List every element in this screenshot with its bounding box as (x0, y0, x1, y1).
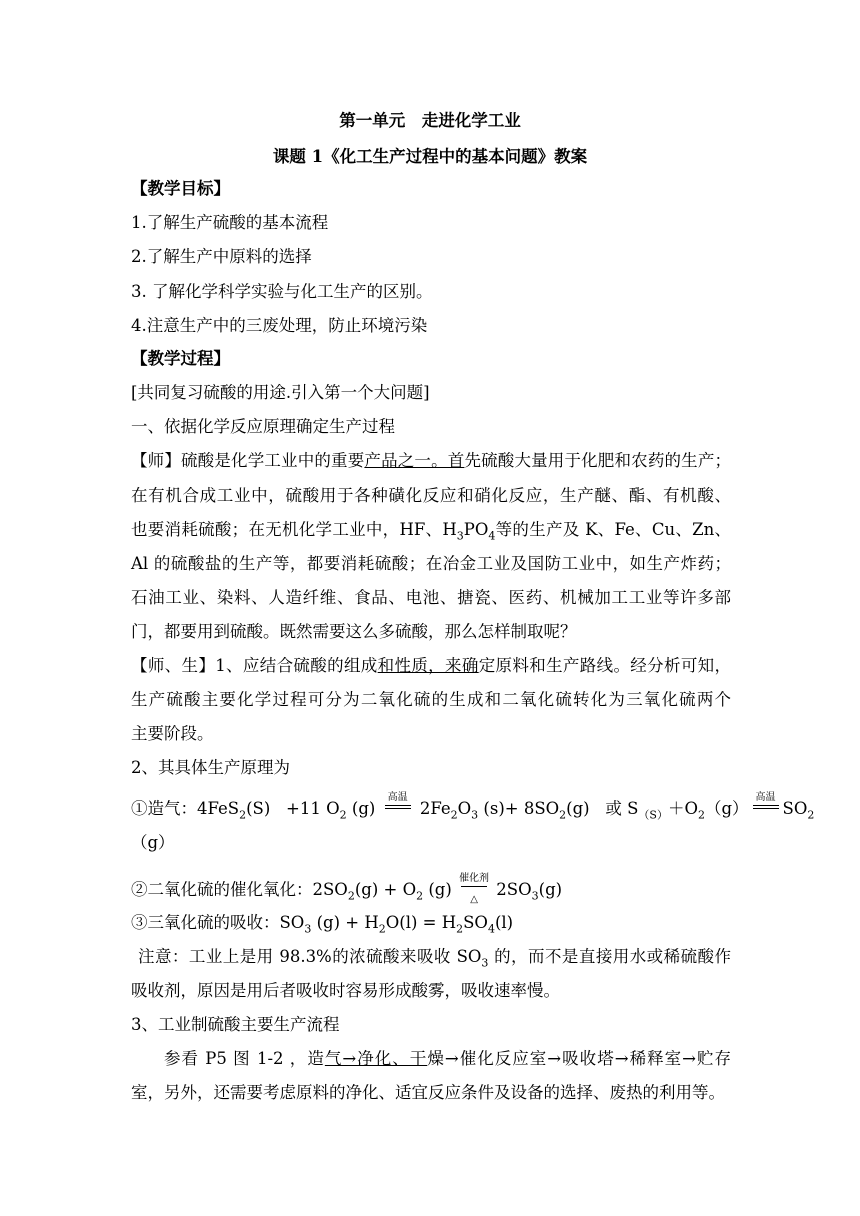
reaction-3: ③三氧化硫的吸收：$SO_3$ $(g) + H_2O(l) = H_2SO_4(l)$ (131, 913, 514, 936)
paragraph-line: 石油工业、染料、人造纤维、食品、电池、搪瓷、医药、机械加工工业等许多部 (131, 588, 731, 607)
goal-item: 2.了解生产中原料的选择 (131, 247, 312, 266)
catalyst-marker: 催化剂 △ (459, 872, 490, 905)
intro-note: [共同复习硫酸的用途.引入第一个大问题] (131, 383, 430, 402)
goal-item: 4.注意生产中的三废处理，防止环境污染 (131, 316, 428, 335)
condition-marker: 高温 (383, 803, 413, 817)
condition-marker: 高温 (751, 803, 781, 817)
paragraph-line: 注意：工业上是用 98.3%的浓硫酸来吸收 $SO_3$ 的，而不是直接用水或稀硫酸作 (138, 947, 731, 970)
unit-title: 第一单元 走进化学工业 (339, 111, 521, 130)
paragraph-line: Al 的硫酸盐的生产等，都要消耗硫酸；在冶金工业及国防工业中，如生产炸药； (131, 554, 731, 573)
reaction-1-tail: （g） (131, 833, 175, 852)
section-heading: 2、其具体生产原理为 (131, 758, 290, 777)
reaction-1: ①造气：4FeS$_2$(S) +11 $O_2$ (g) 高温 $2Fe_2O_3$ $(s)+ 8SO_2(g)$ 或 $S_{(S)}+O_2(g)$ 高温 $SO_2$ (131, 791, 815, 822)
paragraph-line: 【师】硫酸是化学工业中的重要产品之一。首先硫酸大量用于化肥和农药的生产； (131, 451, 732, 470)
paragraph-line: 吸收剂，原因是用后者吸收时容易形成酸雾，吸收速率慢。 (131, 981, 560, 1000)
reaction-2: ②二氧化硫的催化氧化：$2SO_2(g) + O_2$ (g) 催化剂 △ $2SO_3(g)$ (131, 872, 563, 905)
section-heading: 3、工业制硫酸主要生产流程 (131, 1015, 340, 1034)
goal-item: 3. 了解化学科学实验与化工生产的区别。 (131, 282, 433, 301)
paragraph-line: 主要阶段。 (131, 724, 214, 743)
paragraph-line: 也要消耗硫酸；在无机化学工业中，HF、$H_3PO_4$等的生产及 K、Fe、Cu、Zn、 (131, 520, 731, 543)
process-heading: 【教学过程】 (131, 349, 230, 368)
section-heading: 一、依据化学反应原理确定生产过程 (131, 417, 395, 436)
lesson-title: 课题 1《化工生产过程中的基本问题》教案 (272, 147, 588, 166)
goal-item: 1.了解生产硫酸的基本流程 (131, 213, 329, 232)
paragraph-line: 【师、生】1、应结合硫酸的组成和性质，来确定原料和生产路线。经分析可知， (131, 656, 732, 675)
paragraph-line: 参看 P5 图 1-2 ，造气→净化、干燥→催化反应室→吸收塔→稀释室→贮存 (164, 1049, 732, 1068)
paragraph-line: 门，都要用到硫酸。既然需要这么多硫酸，那么怎样制取呢？ (131, 622, 577, 641)
paragraph-line: 室，另外，还需要考虑原料的净化、适宜反应条件及设备的选择、废热的利用等。 (131, 1083, 725, 1102)
goals-heading: 【教学目标】 (131, 179, 230, 198)
paragraph-line: 生产硫酸主要化学过程可分为二氧化硫的生成和二氧化硫转化为三氧化硫两个 (131, 690, 731, 709)
paragraph-line: 在有机合成工业中，硫酸用于各种磺化反应和硝化反应，生产醚、酯、有机酸、 (131, 486, 731, 505)
